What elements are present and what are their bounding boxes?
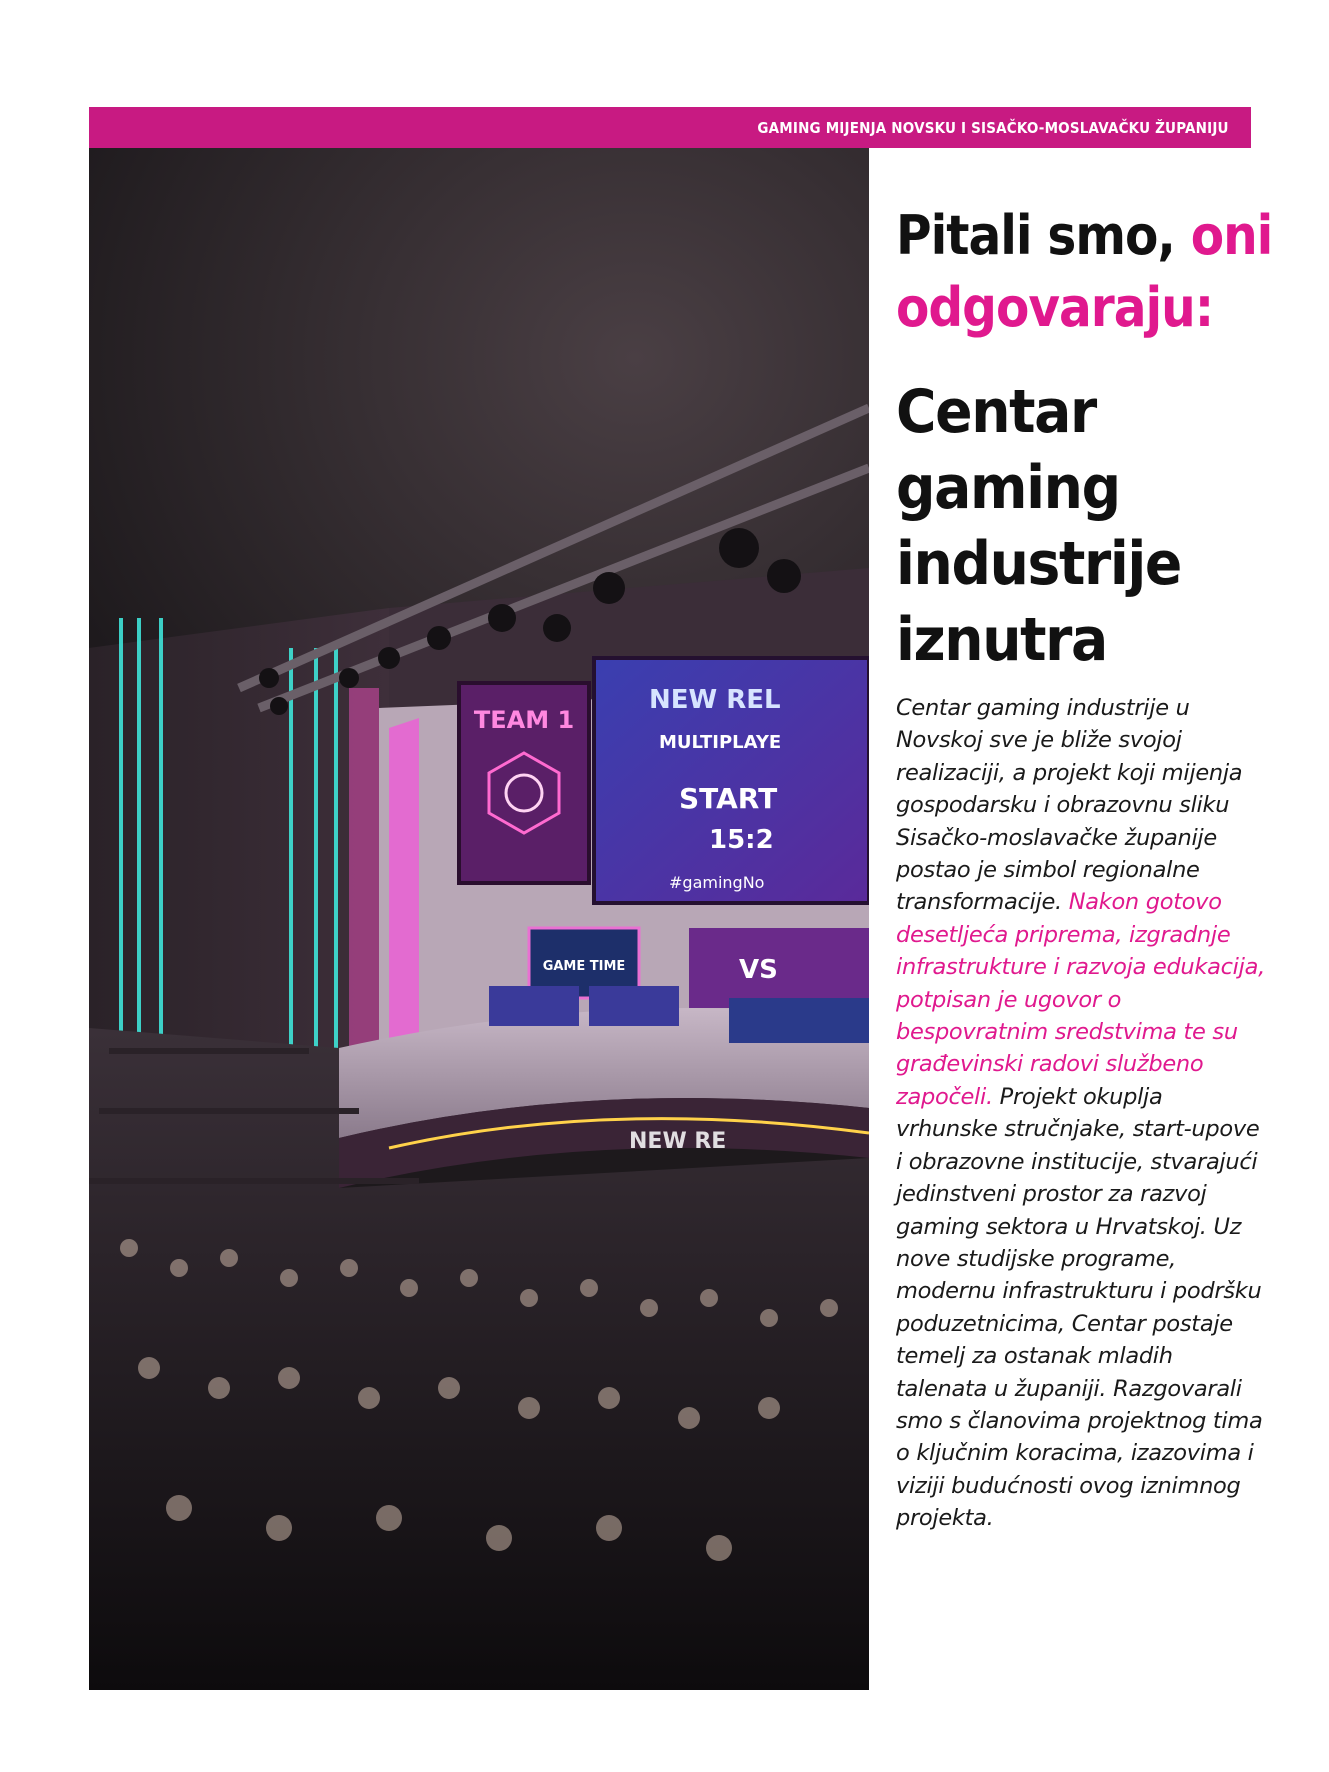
svg-text:NEW RE: NEW RE bbox=[629, 1129, 727, 1154]
article-title: Centar gaming industrije iznutra bbox=[896, 377, 1181, 675]
svg-text:START: START bbox=[679, 782, 778, 815]
svg-text:#gamingNo: #gamingNo bbox=[669, 873, 765, 892]
svg-text:GAME TIME: GAME TIME bbox=[542, 959, 626, 974]
section-label: GAMING MIJENJA NOVSKU I SISAČKO-MOSLAVAČKU ŽUPANIJU bbox=[757, 118, 1229, 137]
section-header-bar bbox=[89, 107, 1251, 148]
screen-team-label: TEAM 1 bbox=[473, 706, 575, 734]
article-column bbox=[896, 200, 1276, 1535]
svg-text:15:2: 15:2 bbox=[709, 825, 774, 855]
svg-text:MULTIPLAYE: MULTIPLAYE bbox=[659, 732, 782, 753]
arena-photo bbox=[89, 148, 869, 1690]
lead-highlight: Nakon gotovo desetljeća priprema, izgradnje infrastrukture i razvoja edukacija, potpisan je ugovor o bespovratnim sredstvima te su građevinski radovi službeno započeli. bbox=[896, 889, 1265, 1110]
svg-text:NEW REL: NEW REL bbox=[649, 685, 781, 715]
article-kicker: Pitali smo, oni odgovaraju: bbox=[896, 204, 1273, 339]
article-lead: Centar gaming industrije u Novskoj sve je bliže svojoj realizaciji, a projekt koji mijenja gospodarsku i obrazovnu sliku Sisačko-moslavačke županije postao je simbol regionalne transformacije. Nakon gotovo desetljeća priprema, izgradnje infrastrukture i razvoja edukacija, potpisan je ugovor o bespovratnim sredstvima te su građevinski radovi službeno započeli. Projekt okuplja vrhunske stručnjake, start-upove i obrazovne institucije, stvarajući jedinstveni prostor za razvoj gaming sektora u Hrvatskoj. Uz nove studijske programe, modernu infrastrukturu i podršku poduzetnicima, Centar postaje temelj za ostanak mladih talenata u županiji. Razgovarali smo s članovima projektnog tima o ključnim koracima, izazovima i viziji budućnosti ovog iznimnog projekta. bbox=[896, 695, 1265, 1532]
svg-text:VS: VS bbox=[739, 955, 778, 985]
